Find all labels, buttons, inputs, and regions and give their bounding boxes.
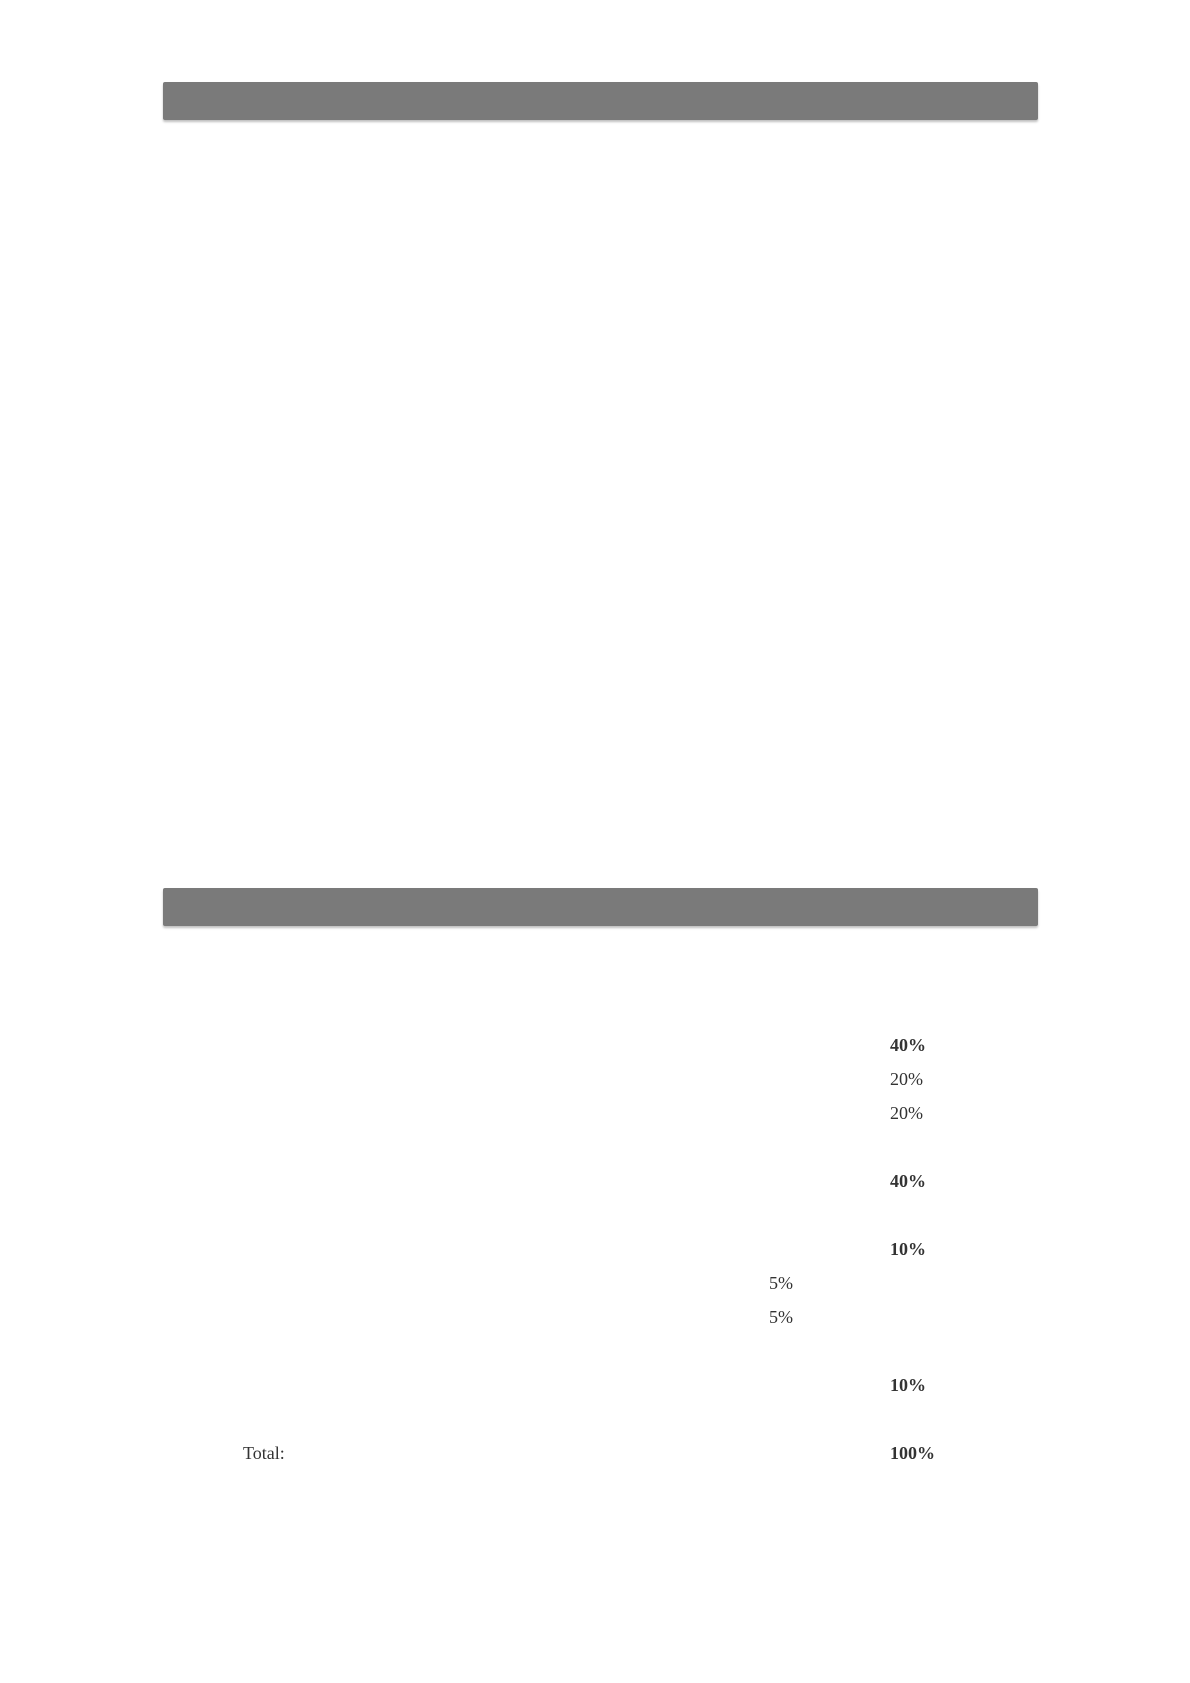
grading-subitem	[316, 1064, 943, 1094]
grading-subitem	[316, 1302, 816, 1332]
grading-item-avances	[243, 1030, 943, 1060]
grading-item-percent: 40%	[890, 1035, 926, 1055]
grading-subitem	[316, 1098, 943, 1128]
grading-item-percent: 10%	[890, 1375, 926, 1395]
section-header-evaluacion	[163, 888, 1038, 926]
grading-subitem-percent: 5%	[769, 1307, 793, 1327]
grading-item-actividades	[243, 1370, 943, 1400]
grading-item-proyecto-final	[243, 1166, 943, 1196]
grading-subitem-percent: 20%	[890, 1069, 923, 1089]
grading-item-percent: 10%	[890, 1239, 926, 1259]
grading-subitem-percent: 20%	[890, 1103, 923, 1123]
grading-total-percent: 100%	[890, 1443, 935, 1463]
grading-subitem	[316, 1268, 816, 1298]
grading-total-label: Total:	[243, 1443, 285, 1463]
grading-subitem-percent: 5%	[769, 1273, 793, 1293]
grading-total	[243, 1438, 943, 1468]
grading-item-presentacion	[243, 1234, 943, 1264]
grading-item-percent: 40%	[890, 1171, 926, 1191]
section-header-metodologia	[163, 82, 1038, 120]
